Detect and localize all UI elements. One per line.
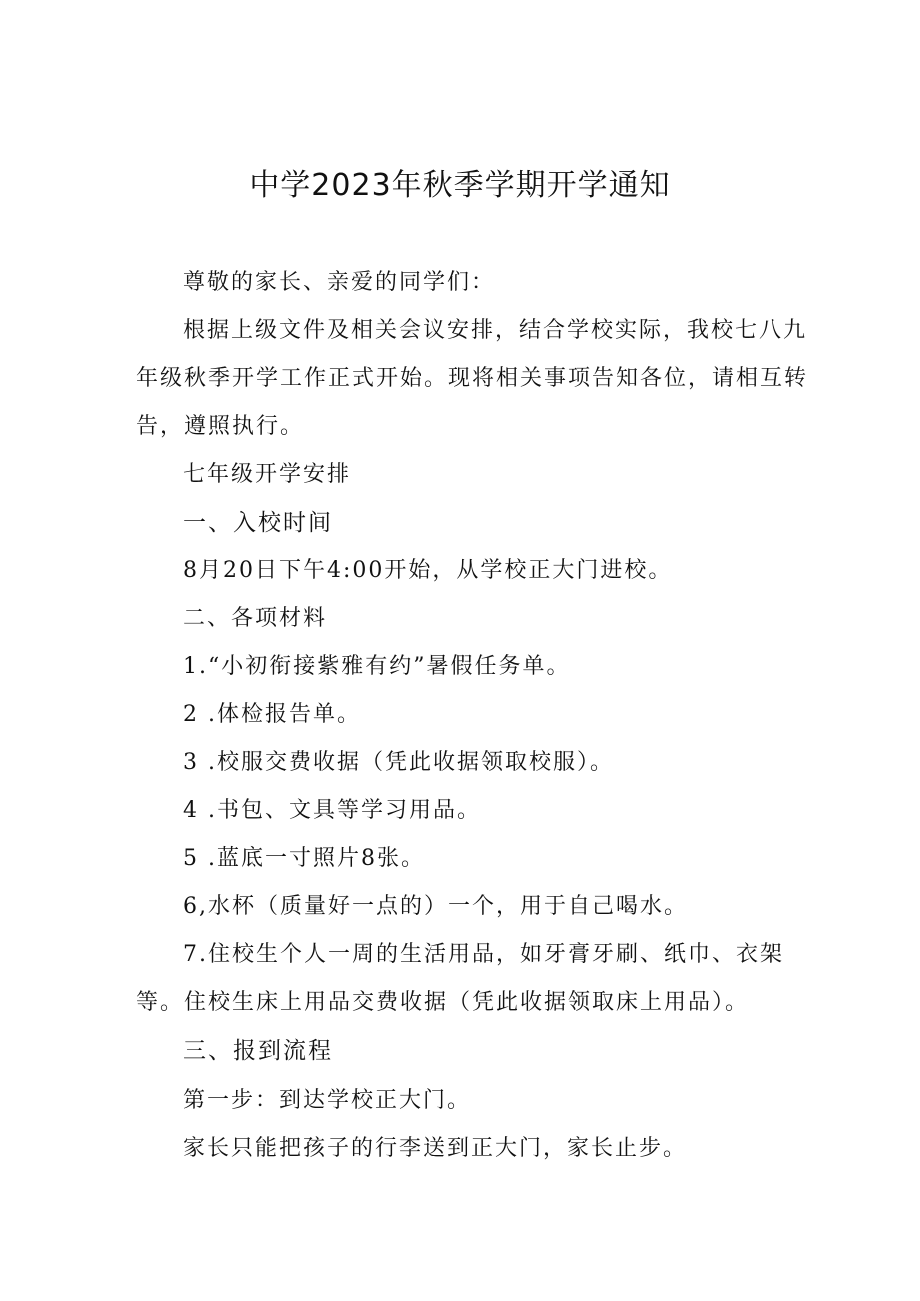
section-heading: 一、入校时间 [183, 510, 333, 536]
list-item: 7.住校生个人一周的生活用品，如牙膏牙刷、纸巾、衣架 [183, 942, 784, 967]
paragraph-line: 第一步：到达学校正大门。 [183, 1088, 472, 1113]
document-title: 中学2023年秋季学期开学通知 [249, 168, 671, 203]
section-heading: 二、各项材料 [183, 606, 328, 631]
list-item: 1.“小初衔接紫雅有约”暑假任务单。 [183, 654, 571, 679]
list-item: 6,水杯（质量好一点的）一个，用于自己喝水。 [183, 894, 688, 919]
list-item: 4 .书包、文具等学习用品。 [183, 798, 481, 823]
salutation: 尊敬的家长、亲爱的同学们： [183, 270, 496, 295]
list-item-continuation: 等。住校生床上用品交费收据（凭此收据领取床上用品）。 [136, 990, 750, 1015]
list-item: 2 .体检报告单。 [183, 702, 361, 727]
paragraph-line: 8月20日下午4:00开始，从学校正大门进校。 [183, 558, 673, 583]
paragraph-line: 告，遵照执行。 [136, 414, 305, 439]
list-item: 3 .校服交费收据（凭此收据领取校服）。 [183, 750, 614, 775]
list-item: 5 .蓝底一寸照片8张。 [183, 846, 425, 871]
paragraph-line: 年级秋季开学工作正式开始。现将相关事项告知各位，请相互转 [136, 366, 809, 391]
paragraph-line: 根据上级文件及相关会议安排，结合学校实际，我校七八九 [183, 318, 808, 343]
paragraph-line: 家长只能把孩子的行李送到正大门，家长止步。 [183, 1136, 688, 1161]
section-label: 七年级开学安排 [183, 462, 352, 487]
section-heading: 三、报到流程 [183, 1038, 333, 1064]
